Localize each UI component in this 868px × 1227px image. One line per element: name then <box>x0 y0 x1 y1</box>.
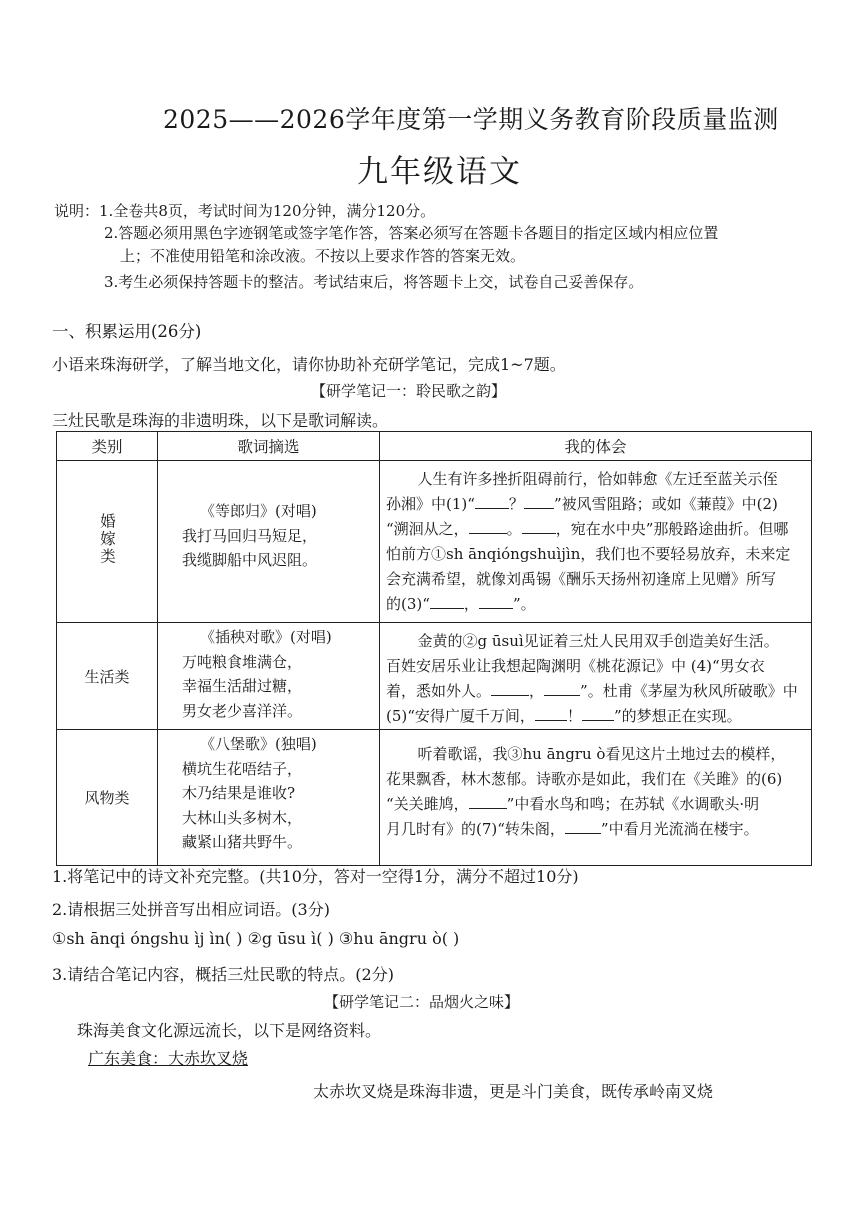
lyrics-line: 大林山头多树木， <box>182 808 303 827</box>
category-label: 婚嫁类 <box>98 513 116 566</box>
lyrics-title: 《八堡歌》(独唱) <box>200 735 317 753</box>
instructions-item2-line1: 2.答题必须用黑色字迹钢笔或签字笔作答，答案必须写在答题卡各题目的指定区域内相应位置 <box>104 224 719 242</box>
instructions-item1 <box>54 200 435 221</box>
table-header-feel: 我的体会 <box>380 432 812 461</box>
lyrics-line: 男女老少喜洋洋。 <box>182 701 303 720</box>
feel-cell <box>380 461 812 623</box>
feel-line: 人生有许多挫折阻碍前行，恰如韩愈《左迁至蓝关示侄 <box>417 470 778 488</box>
note2-subheading: 广东美食：大赤坎叉烧 <box>88 1049 249 1068</box>
section-heading: 一、积累运用(26分) <box>52 322 202 341</box>
feel-line: 金黄的②g ūsuì见证着三灶人民用双手创造美好生活。 <box>417 632 779 650</box>
lyrics-cell <box>158 461 380 623</box>
question-2-pinyin: ①sh ānqi óngshu ìj ìn( ) ②g ūsu ì( ) ③hu āngru ò( ) <box>52 929 460 948</box>
feel-line: 会充满希望，就像刘禹锡《酬乐天扬州初逢席上见赠》所写 <box>386 570 777 588</box>
section-intro: 小语来珠海研学，了解当地文化，请你协助补充研学笔记，完成1~7题。 <box>52 355 566 374</box>
table-row <box>57 623 812 730</box>
table-row <box>57 730 812 866</box>
table-header-lyrics: 歌词摘选 <box>158 432 380 461</box>
feel-line: 孙湘》中(1)“ ？ ”被风雪阻路；或如《蒹葭》中(2) <box>386 495 778 513</box>
exam-subtitle: 九年级语文 <box>357 154 522 190</box>
table-header-row <box>57 432 812 461</box>
lyrics-cell <box>158 623 380 730</box>
category-cell <box>57 461 158 623</box>
question-1: 1.将笔记中的诗文补充完整。(共10分，答对一空得1分，满分不超过10分) <box>52 867 579 886</box>
note2-text: 太赤坎叉烧是珠海非遗，更是斗门美食，既传承岭南叉烧 <box>313 1082 714 1101</box>
instructions-text-1: 1.全卷共8页，考试时间为120分钟，满分120分。 <box>99 202 436 220</box>
instructions-prefix: 说明： <box>54 202 100 220</box>
category-label: 生活类 <box>84 667 130 686</box>
note2-title: 【研学笔记二：品烟火之味】 <box>324 993 520 1011</box>
lyrics-cell <box>158 730 380 866</box>
feel-line: (5)“安得广厦千万间， ！ ”的梦想正在实现。 <box>386 707 742 725</box>
lyrics-line: 我打马回归马短足， <box>182 526 318 545</box>
folk-song-table <box>56 431 812 866</box>
instructions-item3: 3.考生必须保持答题卡的整洁。考试结束后，将答题卡上交，试卷自己妥善保存。 <box>104 273 644 291</box>
lyrics-line: 横坑生花唔结子， <box>182 759 303 778</box>
question-2: 2.请根据三处拼音写出相应词语。(3分) <box>52 900 330 919</box>
feel-line: 着，悉如外人。 ， ”。杜甫《茅屋为秋风所破歌》中 <box>386 682 798 700</box>
lyrics-line: 万吨粮食堆满仓， <box>182 652 303 671</box>
lyrics-line: 我缆脚船中风迟阻。 <box>182 551 318 569</box>
feel-line: “溯洄从之， 。 ，宛在水中央”那般路途曲折。但哪 <box>386 520 789 538</box>
note1-intro: 三灶民歌是珠海的非遗明珠，以下是歌词解读。 <box>52 411 389 430</box>
note2-intro: 珠海美食文化源远流长，以下是网络资料。 <box>77 1021 382 1040</box>
lyrics-title: 《等郎归》(对唱) <box>200 502 317 520</box>
feel-cell <box>380 730 812 866</box>
feel-line: 怕前方①sh ānqióngshuìjìn，我们也不要轻易放弃，未来定 <box>386 545 791 563</box>
instructions-item2-line2: 上；不准使用铅笔和涂改液。不按以上要求作答的答案无效。 <box>120 247 526 265</box>
category-label: 风物类 <box>84 789 130 807</box>
lyrics-line: 木乃结果是谁收? <box>182 784 296 802</box>
feel-cell <box>380 623 812 730</box>
lyrics-line: 幸福生活甜过糖， <box>182 677 303 695</box>
note1-title: 【研学笔记一：聆民歌之韵】 <box>311 382 507 400</box>
category-cell <box>57 623 158 730</box>
lyrics-title: 《插秧对歌》(对唱) <box>200 628 332 646</box>
lyrics-line: 藏紧山猪共野牛。 <box>182 833 303 851</box>
table-row <box>57 461 812 623</box>
feel-line: 听着歌谣，我③hu āngru ò看见这片土地过去的模样， <box>417 745 786 763</box>
feel-line: 的(3)“ ， ”。 <box>386 595 536 613</box>
feel-line: 百姓安居乐业让我想起陶渊明《桃花源记》中 (4)“男女衣 <box>386 657 765 675</box>
question-3: 3.请结合笔记内容，概括三灶民歌的特点。(2分) <box>52 965 394 984</box>
feel-line: 花果飘香，林木葱郁。诗歌亦是如此，我们在《关雎》的(6) <box>386 770 783 788</box>
feel-line: “关关雎鸠， ”中看水鸟和鸣；在苏轼《水调歌头·明 <box>386 795 760 813</box>
feel-line: 月几时有》的(7)“转朱阁， ”中看月光流淌在楼宇。 <box>386 820 759 838</box>
category-cell <box>57 730 158 866</box>
table-header-category: 类别 <box>57 432 158 461</box>
exam-title: 2025——2026学年度第一学期义务教育阶段质量监测 <box>163 105 779 134</box>
